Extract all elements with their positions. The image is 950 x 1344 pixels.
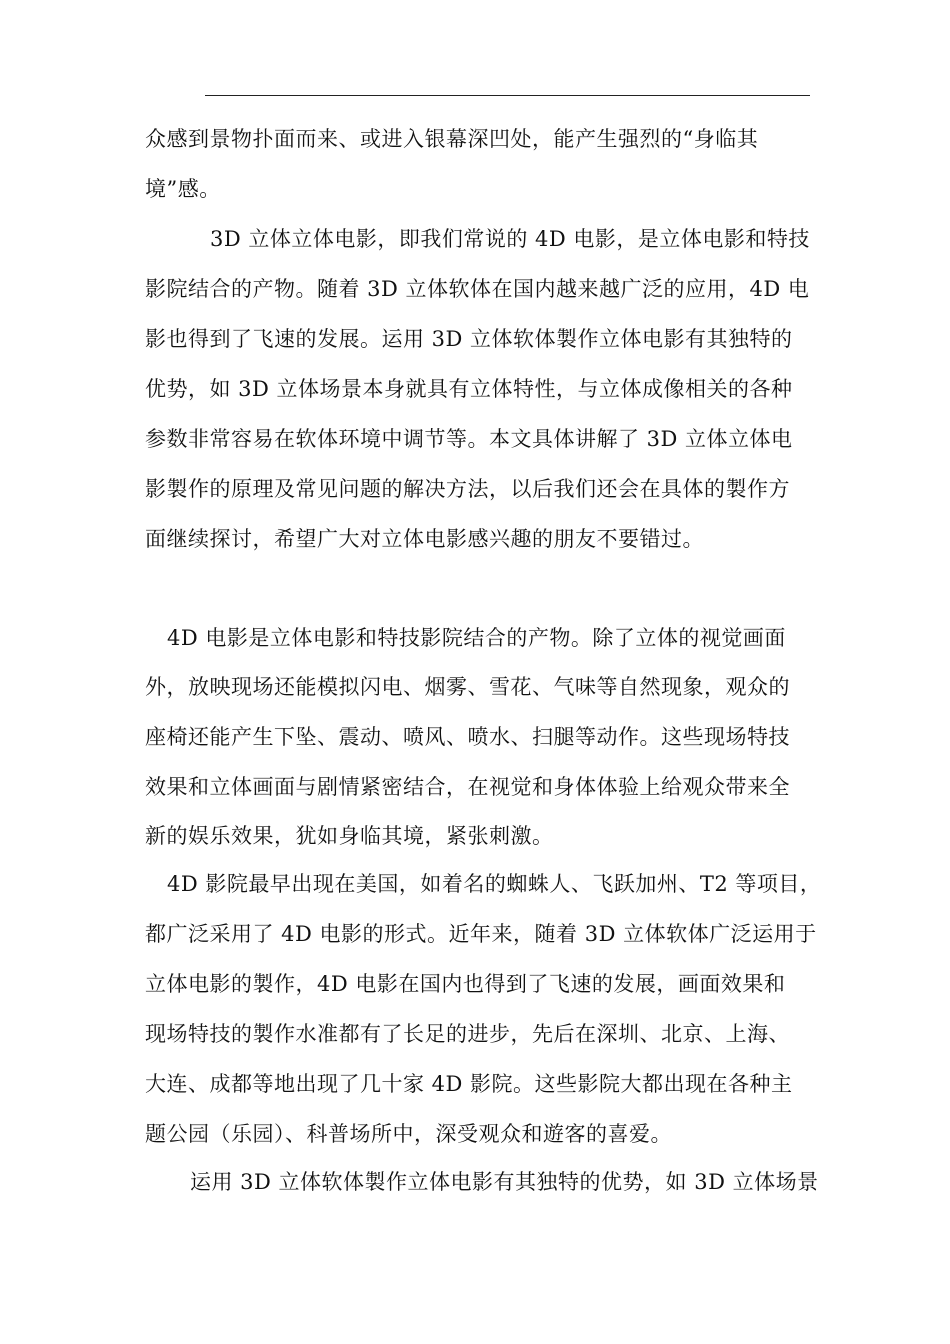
text-line: 外，放映现场还能模拟闪电、烟雾、雪花、气味等自然现象，观众的	[145, 675, 790, 699]
text-line: 题公园（乐园）、科普场所中，深受观众和遊客的喜爱。	[145, 1122, 672, 1146]
text-line: 面继续探讨，希望广大对立体电影感兴趣的朋友不要错过。	[145, 527, 704, 551]
text-line: 参数非常容易在软体环境中调节等。本文具体讲解了 3D 立体立体电	[145, 427, 793, 451]
text-line: 都广泛采用了 4D 电影的形式。近年来，随着 3D 立体软体广泛运用于	[145, 922, 817, 946]
text-line: 4D 电影是立体电影和特技影院结合的产物。除了立体的视觉画面	[167, 626, 786, 650]
text-line: 3D 立体立体电影，即我们常说的 4D 电影，是立体电影和特技	[210, 227, 810, 251]
text-line: 影也得到了飞速的发展。运用 3D 立体软体製作立体电影有其独特的	[145, 327, 793, 351]
text-line: 众感到景物扑面而来、或进入银幕深凹处，能产生强烈的“身临其	[145, 127, 759, 151]
text-line: 新的娱乐效果，犹如身临其境，紧张刺激。	[145, 824, 554, 848]
text-line: 现场特技的製作水准都有了长足的进步，先后在深圳、北京、上海、	[145, 1022, 790, 1046]
header-rule	[205, 95, 810, 96]
text-line: 优势，如 3D 立体场景本身就具有立体特性，与立体成像相关的各种	[145, 377, 793, 401]
text-line: 效果和立体画面与剧情紧密结合，在视觉和身体体验上给观众带来全	[145, 775, 790, 799]
text-line: 座椅还能产生下坠、震动、喷风、喷水、扫腿等动作。这些现场特技	[145, 725, 790, 749]
text-line: 境”感。	[145, 177, 221, 201]
text-line: 影製作的原理及常见问题的解决方法，以后我们还会在具体的製作方	[145, 477, 790, 501]
text-line: 立体电影的製作，4D 电影在国内也得到了飞速的发展，画面效果和	[145, 972, 786, 996]
text-line: 影院结合的产物。随着 3D 立体软体在国内越来越广泛的应用，4D 电	[145, 277, 810, 301]
text-line: 4D 影院最早出现在美国，如着名的蜘蛛人、飞跃加州、T2 等项目，	[167, 872, 822, 896]
text-line: 大连、成都等地出现了几十家 4D 影院。这些影院大都出现在各种主	[145, 1072, 793, 1096]
text-line: 运用 3D 立体软体製作立体电影有其独特的优势，如 3D 立体场景	[190, 1170, 819, 1194]
